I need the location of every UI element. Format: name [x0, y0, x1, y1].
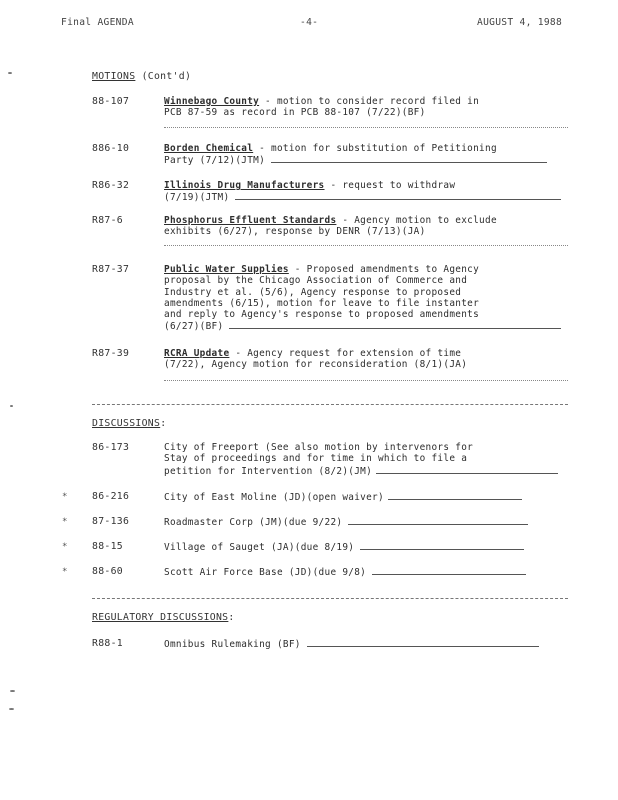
priority-marker: *: [62, 492, 68, 502]
page-number: -4-: [300, 17, 319, 28]
header-title: Final AGENDA: [61, 17, 134, 28]
motion-fill-line: [229, 320, 561, 329]
regulatory-heading-suffix: :: [228, 612, 235, 623]
discussion-fill-line: [360, 541, 524, 550]
discussion-line: City of Freeport (See also motion by intervenors for: [164, 442, 474, 453]
discussion-entry: [164, 442, 558, 477]
motions-heading-suffix: (Cont'd): [135, 71, 192, 82]
motion-line: (7/22), Agency motion for reconsideration (8/1)(JA): [164, 359, 468, 371]
discussion-entry: [164, 491, 522, 503]
regulatory-entry: [164, 638, 539, 650]
discussion-id: 86-173: [92, 442, 130, 453]
regulatory-heading-label: REGULATORY DISCUSSIONS: [92, 612, 229, 623]
motion-line: - motion to consider record filed in: [259, 96, 480, 107]
motion-id: 886-10: [92, 143, 130, 154]
motion-title: Winnebago County: [164, 96, 260, 107]
discussion-entry: [164, 541, 524, 553]
discussion-line: City of East Moline (JD)(open waiver): [164, 492, 384, 503]
margin-mark: [9, 708, 14, 710]
motion-title: Public Water Supplies: [164, 264, 289, 275]
discussions-heading-suffix: :: [160, 418, 167, 429]
motion-title: Borden Chemical: [164, 143, 254, 154]
motion-divider: [164, 127, 568, 128]
regulatory-heading: [92, 612, 235, 623]
motion-title: RCRA Update: [164, 348, 230, 359]
motion-entry: [164, 215, 497, 238]
discussion-id: 88-15: [92, 541, 123, 552]
motions-heading-label: MOTIONS: [92, 71, 136, 82]
motion-entry: [164, 96, 479, 119]
discussion-id: 87-136: [92, 516, 130, 527]
motion-entry: [164, 143, 547, 167]
motion-line: - Proposed amendments to Agency: [288, 264, 480, 275]
discussions-heading: [92, 418, 166, 429]
discussion-line: petition for Intervention (8/2)(JM): [164, 465, 373, 477]
discussion-entry: [164, 566, 526, 578]
motion-line: - Agency request for extension of time: [229, 348, 462, 359]
discussion-fill-line: [372, 566, 526, 575]
motion-line: Industry et al. (5/6), Agency response to proposed: [164, 286, 462, 298]
discussions-heading-label: DISCUSSIONS: [92, 418, 161, 429]
motion-id: R86-32: [92, 180, 130, 191]
margin-mark: [10, 690, 15, 692]
motion-title: Phosphorus Effluent Standards: [164, 215, 337, 226]
motion-id: R87-6: [92, 215, 123, 226]
motion-line: Party (7/12)(JTM): [164, 155, 266, 167]
margin-mark: [8, 72, 12, 74]
motion-line: - motion for substitution of Petitioning: [253, 143, 497, 154]
motion-id: 88-107: [92, 96, 130, 107]
discussion-id: 88-60: [92, 566, 123, 577]
regulatory-fill-line: [307, 638, 539, 647]
priority-marker: *: [62, 517, 68, 527]
section-separator: [92, 404, 568, 405]
discussion-id: 86-216: [92, 491, 130, 502]
priority-marker: *: [62, 567, 68, 577]
discussion-line: Stay of proceedings and for time in which to file a: [164, 453, 468, 465]
motion-entry: [164, 180, 561, 204]
motion-id: R87-37: [92, 264, 130, 275]
motion-line: and reply to Agency's response to proposed amendments: [164, 309, 480, 321]
discussion-fill-line: [388, 491, 522, 500]
motion-title: Illinois Drug Manufacturers: [164, 180, 325, 191]
motion-line: proposal by the Chicago Association of Commerce and: [164, 275, 468, 287]
motion-line: (6/27)(BF): [164, 321, 224, 333]
motion-divider: [164, 380, 568, 381]
motion-line: PCB 87-59 as record in PCB 88-107 (7/22)(BF): [164, 107, 426, 119]
motion-line: amendments (6/15), motion for leave to file instanter: [164, 297, 480, 309]
motion-entry: [164, 348, 467, 371]
discussion-fill-line: [348, 516, 528, 525]
motion-fill-line: [271, 154, 547, 163]
motion-line: exhibits (6/27), response by DENR (7/13)(JA): [164, 226, 426, 238]
motion-line: (7/19)(JTM): [164, 192, 230, 204]
discussion-line: Village of Sauget (JA)(due 8/19): [164, 542, 355, 553]
discussion-fill-line: [376, 465, 558, 474]
motion-id: R87-39: [92, 348, 130, 359]
section-separator: [92, 598, 568, 599]
discussion-line: Roadmaster Corp (JM)(due 9/22): [164, 517, 343, 528]
motion-entry: [164, 264, 561, 333]
regulatory-id: R88-1: [92, 638, 123, 649]
motion-fill-line: [235, 191, 561, 200]
motion-divider: [164, 245, 568, 246]
header-date: AUGUST 4, 1988: [477, 17, 563, 28]
discussion-line: Scott Air Force Base (JD)(due 9/8): [164, 567, 367, 578]
motion-line: - Agency motion to exclude: [336, 215, 497, 226]
motions-heading: [92, 71, 191, 82]
discussion-entry: [164, 516, 528, 528]
priority-marker: *: [62, 542, 68, 552]
regulatory-line: Omnibus Rulemaking (BF): [164, 639, 301, 650]
margin-mark: [10, 405, 13, 407]
motion-line: - request to withdraw: [324, 180, 456, 191]
